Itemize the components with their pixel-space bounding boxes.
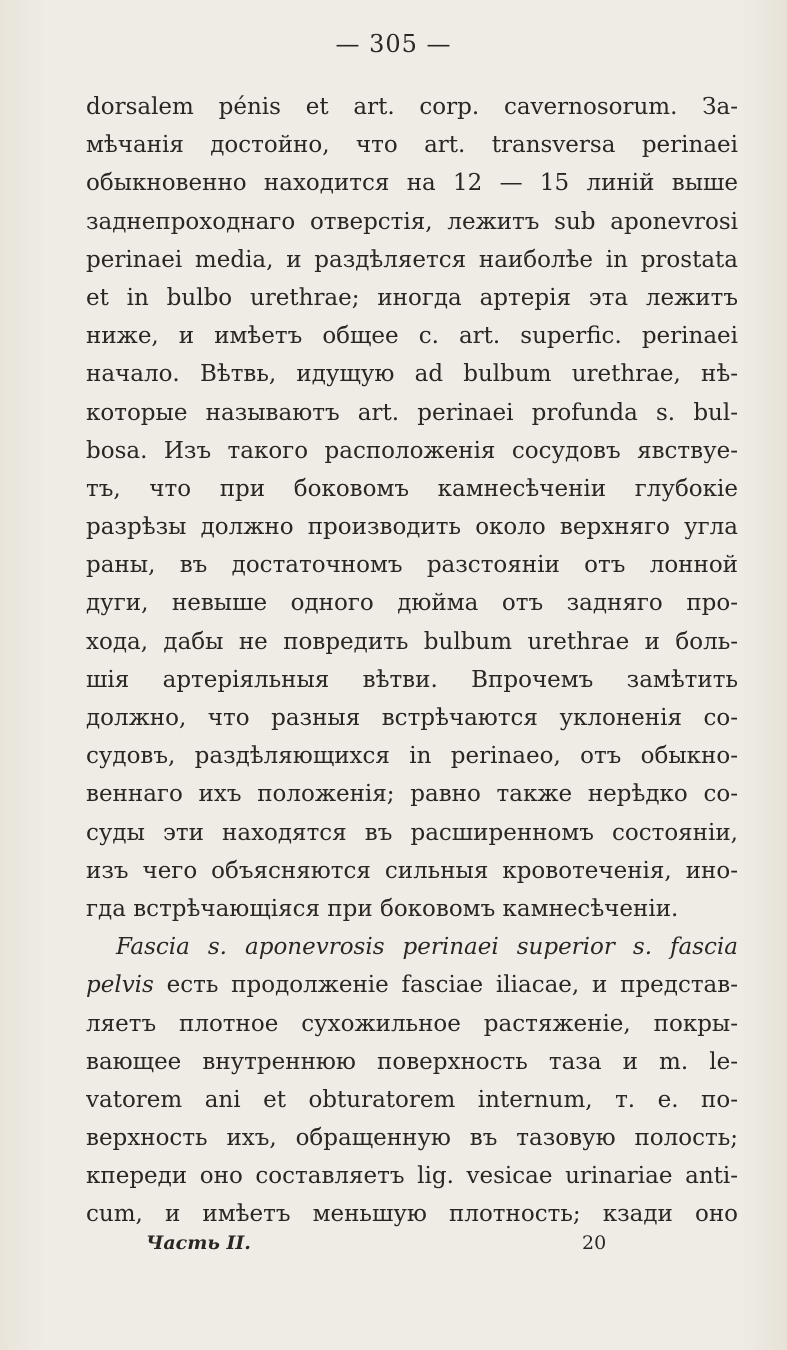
- text-line: дуги, невыше одного дюйма отъ задняго про-: [86, 590, 738, 617]
- text-line: [86, 966, 738, 1004]
- body-text: [86, 88, 738, 1234]
- text-line: обыкновенно находится на 12 — 15 линій выше: [86, 170, 738, 197]
- text-line: суды эти находятся въ расширенномъ состояніи,: [86, 819, 738, 846]
- text-line: должно, что разныя встрѣчаются уклоненія со-: [86, 705, 738, 731]
- text-line-italic: Fascia s. aponevrosis perinaei superior s. fascia: [116, 934, 738, 961]
- signature-mark: Часть II.: [146, 1232, 251, 1254]
- page-number: — 305 —: [335, 30, 452, 58]
- text-line: ляетъ плотное сухожильное растяженіе, покры-: [86, 1010, 738, 1037]
- text-line: bosa. Изъ такого расположенія сосудовъ явствуе-: [86, 437, 738, 464]
- text-line: vatorem ani et obturatorem internum, т. е. по-: [86, 1086, 738, 1113]
- page-footer: [146, 1232, 646, 1262]
- text-line: кпереди оно составляетъ lig. vesicae urinariae anti-: [86, 1163, 738, 1190]
- text-line: изъ чего объясняются сильныя кровотеченія, ино-: [86, 857, 738, 884]
- italic-term: pelvis: [86, 972, 154, 999]
- sheet-number: 20: [582, 1232, 607, 1254]
- text-line: et in bulbo urethrae; иногда артерія эта лежитъ: [86, 284, 738, 311]
- text-line: веннаго ихъ положенія; равно также нерѣдко со-: [86, 781, 738, 808]
- text-line: шія артеріяльныя вѣтви. Впрочемъ замѣтить: [86, 666, 738, 693]
- text-line: тъ, что при боковомъ камнесѣченіи глубокіе: [86, 475, 738, 502]
- text-line: начало. Вѣтвь, идущую ad bulbum urethrae, нѣ-: [86, 361, 738, 388]
- text-line: мѣчанія достойно, что art. transversa perinaei: [86, 132, 738, 159]
- text-line: хода, дабы не повредить bulbum urethrae и боль-: [86, 628, 738, 655]
- text-line: раны, въ достаточномъ разстояніи отъ лонной: [86, 552, 738, 579]
- text-line: судовъ, раздѣляющихся in perinaeo, отъ обыкно-: [86, 743, 738, 770]
- text-line: разрѣзы должно производить около верхняго угла: [86, 514, 738, 541]
- text-line: ниже, и имѣетъ общее с. art. superfic. perinaei: [86, 323, 738, 350]
- text-line: cum, и имѣетъ меньшую плотность; кзади оно: [86, 1201, 738, 1228]
- text-line: которые называютъ art. perinaei profunda s. bul-: [86, 399, 738, 426]
- text-line: верхность ихъ, обращенную въ тазовую полость;: [86, 1125, 738, 1152]
- text-line: perinaei media, и раздѣляется наиболѣе in prostata: [86, 246, 738, 273]
- text-run: есть продолженіе fasciae iliacae, и представ-: [153, 972, 738, 999]
- text-line: заднепроходнаго отверстія, лежитъ sub aponevrosi: [86, 208, 738, 235]
- text-line: dorsalem pénis et art. corp. cavernosorum. За-: [86, 94, 738, 120]
- text-line: гда встрѣчающіяся при боковомъ камнесѣченіи.: [86, 895, 679, 922]
- text-line: вающее внутреннюю поверхность таза и m. le-: [86, 1048, 738, 1075]
